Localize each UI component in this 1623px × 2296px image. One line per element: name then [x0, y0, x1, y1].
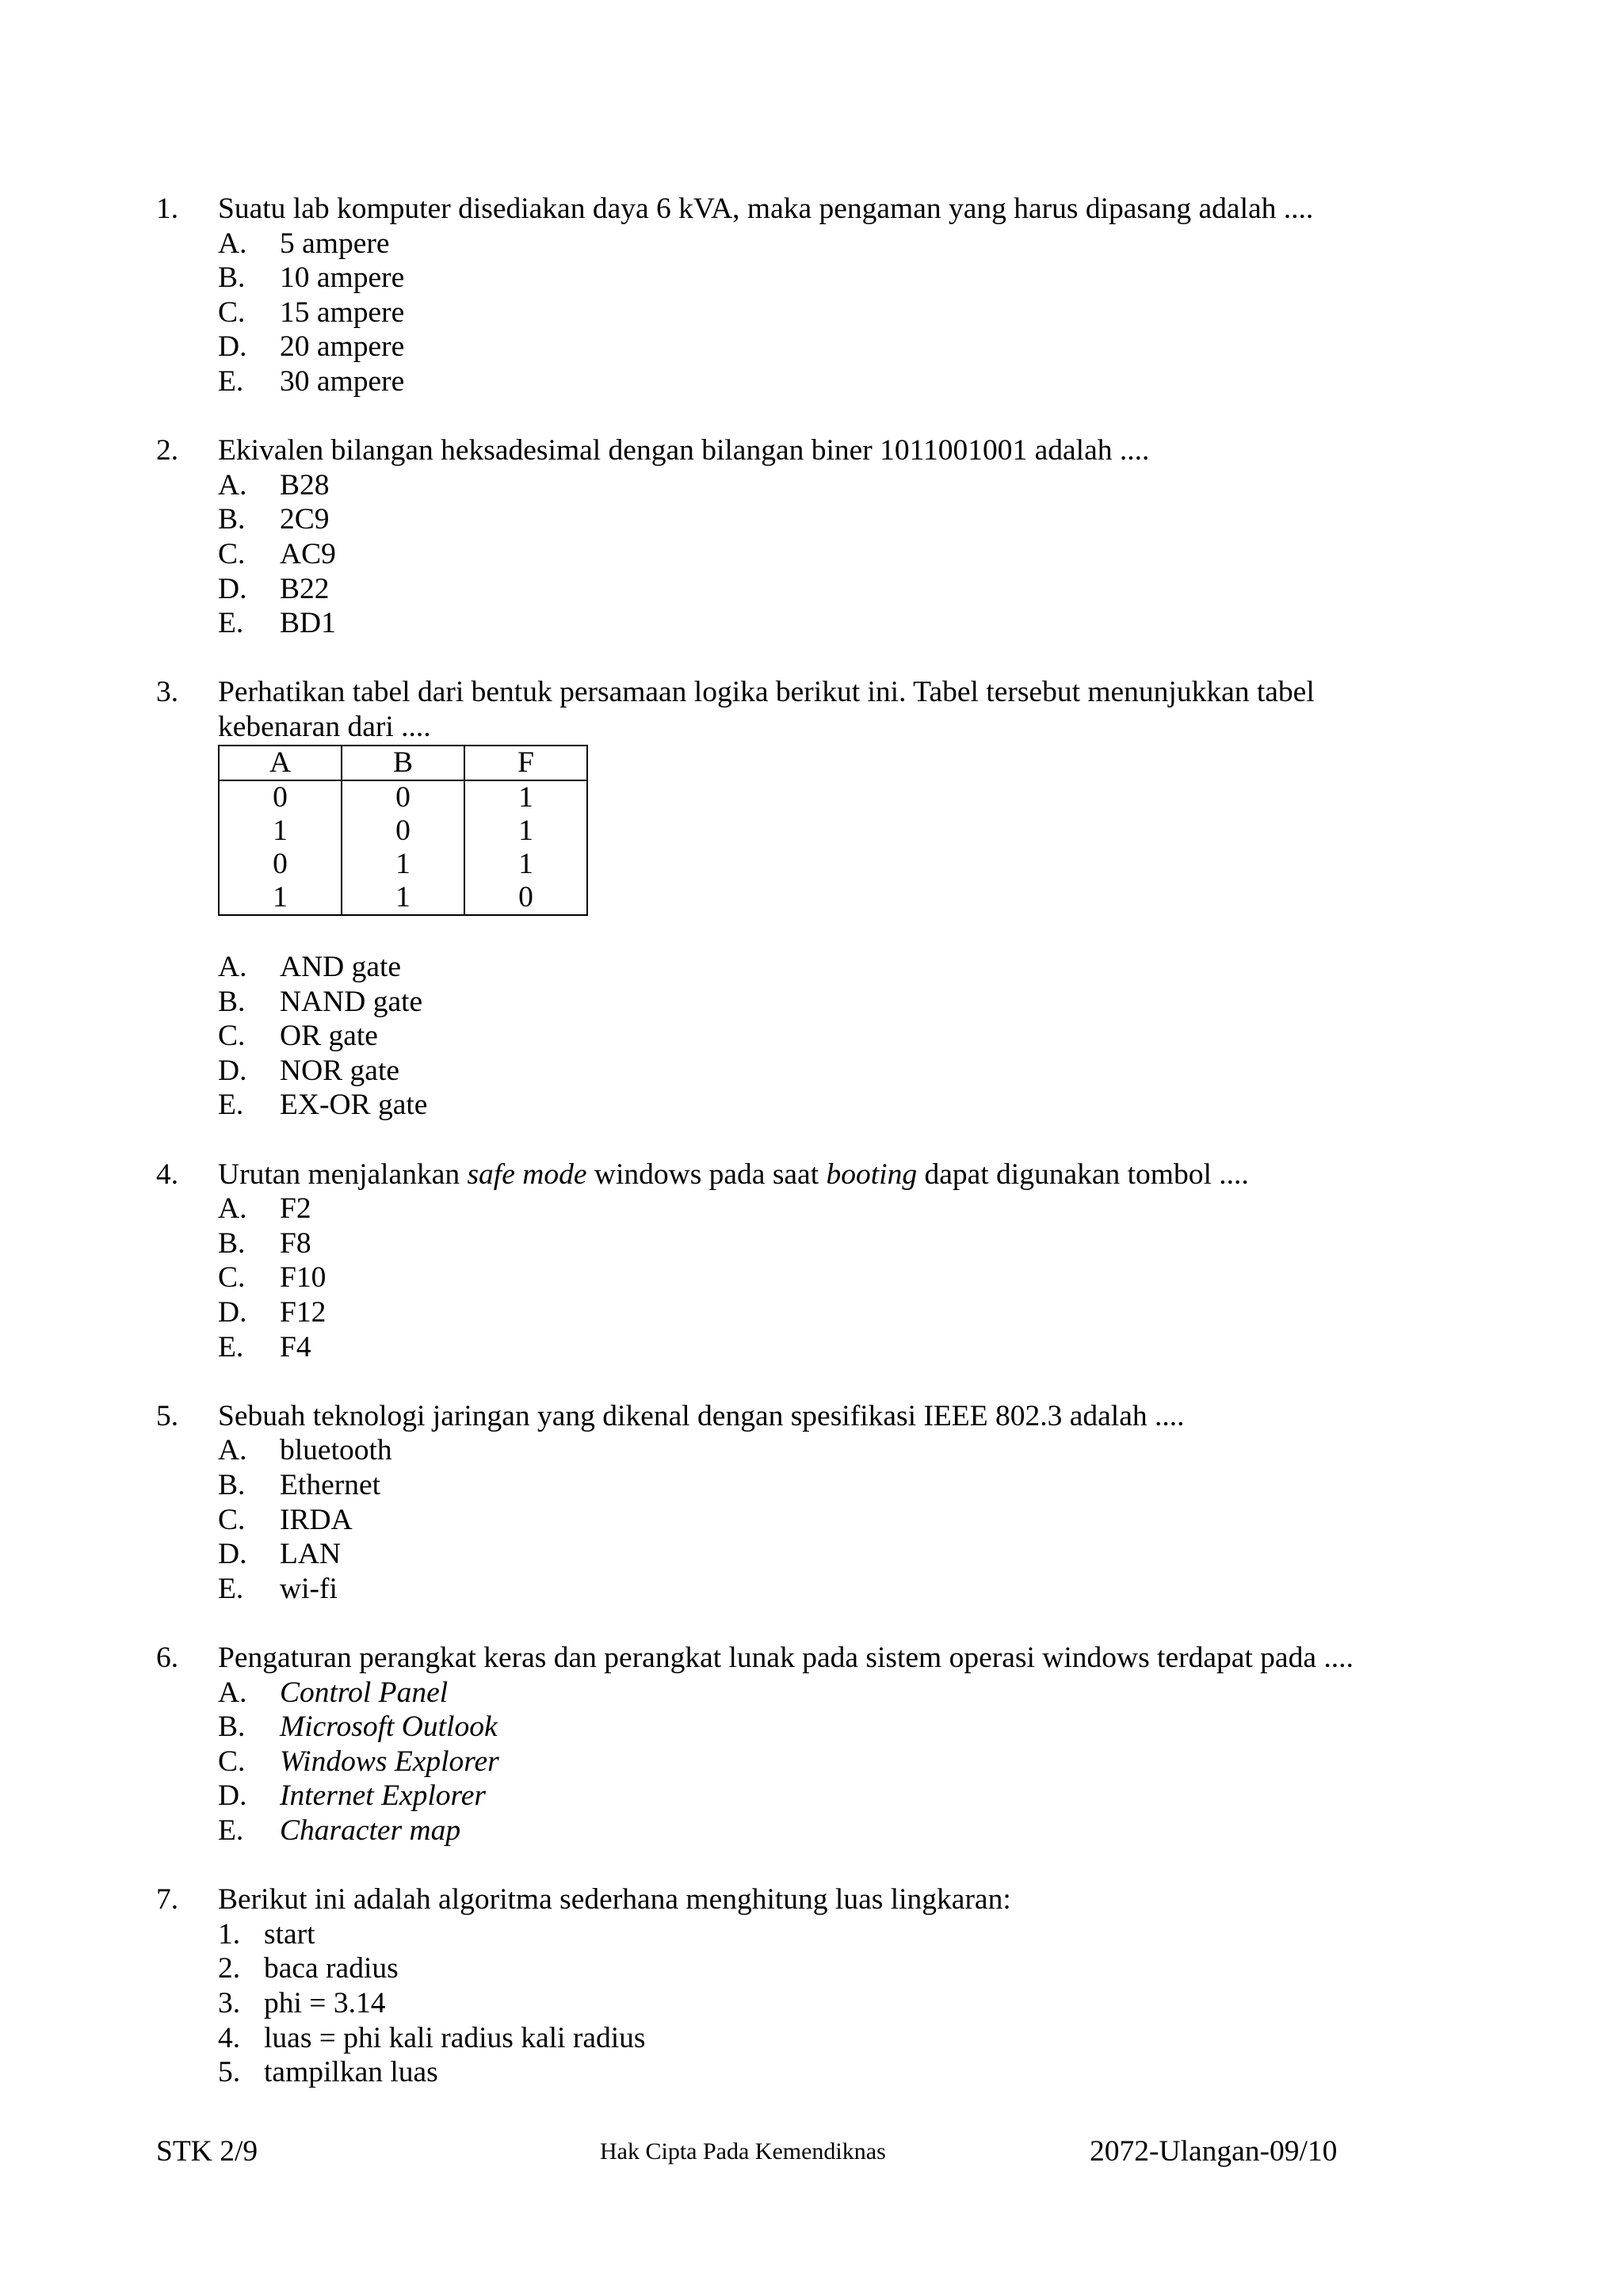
question-text: Pengaturan perangkat keras dan perangkat lunak pada sistem operasi windows terdapat pada .... [218, 1641, 1354, 1674]
column-header: F [464, 746, 587, 780]
option-b [156, 1226, 1424, 1261]
table-cell: 0 [342, 814, 464, 848]
option-letter: B. [218, 503, 246, 536]
option-a [156, 950, 1424, 985]
table-row [219, 848, 587, 881]
option-text: AC9 [280, 537, 336, 570]
step-number: 4. [218, 2021, 241, 2054]
algorithm-step [156, 2021, 1424, 2056]
option-letter: C. [218, 296, 246, 329]
question-text: Suatu lab komputer disediakan daya 6 kVA, maka pengaman yang harus dipasang adalah .... [218, 193, 1314, 225]
step-number: 1. [218, 1917, 241, 1951]
question-text: Perhatikan tabel dari bentuk persamaan logika berikut ini. Tabel tersebut menunjukkan tabel kebenaran dari .... [218, 676, 1315, 743]
option-letter: A. [218, 227, 247, 260]
option-letter: A. [218, 468, 247, 502]
option-letter: C. [218, 1745, 246, 1778]
question-3 [156, 675, 1424, 1123]
option-d [156, 1537, 1424, 1572]
table-cell: 0 [219, 780, 342, 814]
option-letter: E. [218, 364, 244, 398]
option-text: Windows Explorer [280, 1745, 499, 1778]
option-d [156, 1054, 1424, 1089]
question-text-part: dapat digunakan tombol .... [917, 1158, 1249, 1191]
option-b [156, 1468, 1424, 1503]
option-a [156, 1676, 1424, 1711]
step-number: 3. [218, 1986, 241, 2019]
table-cell: 0 [219, 848, 342, 881]
option-letter: D. [218, 1779, 247, 1813]
truth-table [218, 745, 588, 916]
option-text: IRDA [280, 1503, 353, 1536]
option-a [156, 227, 1424, 261]
algorithm-step [156, 1917, 1424, 1952]
table-cell: 1 [219, 814, 342, 848]
option-letter: D. [218, 572, 247, 605]
option-letter: B. [218, 1469, 246, 1501]
option-letter: C. [218, 1020, 246, 1053]
step-text: phi = 3.14 [264, 1986, 386, 2019]
option-text: NOR gate [280, 1054, 400, 1087]
option-letter: A. [218, 951, 247, 984]
table-row [219, 814, 587, 848]
column-header: A [219, 746, 342, 780]
question-6 [156, 1641, 1424, 1848]
question-4 [156, 1158, 1424, 1365]
question-number: 7. [156, 1883, 179, 1917]
table-row [219, 780, 587, 814]
option-e [156, 364, 1424, 399]
option-letter: D. [218, 1538, 247, 1571]
option-text: NAND gate [280, 985, 423, 1018]
option-text: OR gate [280, 1020, 378, 1053]
option-e [156, 1814, 1424, 1848]
option-text: bluetooth [280, 1434, 392, 1467]
algorithm-step [156, 2055, 1424, 2090]
question-number: 5. [156, 1399, 179, 1432]
option-e [156, 1088, 1424, 1123]
option-text: Control Panel [280, 1676, 449, 1709]
option-text: F12 [280, 1296, 327, 1329]
option-d [156, 1295, 1424, 1330]
option-letter: C. [218, 1261, 246, 1295]
option-letter: E. [218, 1089, 244, 1122]
option-text: 2C9 [280, 503, 330, 536]
option-text: BD1 [280, 607, 336, 640]
option-e [156, 1330, 1424, 1365]
question-number: 3. [156, 676, 179, 709]
step-text: start [264, 1917, 315, 1951]
option-letter: B. [218, 1226, 246, 1260]
option-letter: B. [218, 261, 246, 295]
option-c [156, 1019, 1424, 1054]
question-7 [156, 1882, 1424, 2090]
question-number: 2. [156, 434, 179, 467]
option-e [156, 606, 1424, 641]
option-text: F10 [280, 1261, 327, 1295]
question-text [218, 1158, 1424, 1192]
question-text: Berikut ini adalah algoritma sederhana menghitung luas lingkaran: [218, 1883, 1011, 1917]
step-text: tampilkan luas [264, 2056, 438, 2089]
question-text: Ekivalen bilangan heksadesimal dengan bilangan biner 1011001001 adalah .... [218, 434, 1150, 467]
option-text: 20 ampere [280, 330, 405, 364]
option-text: B28 [280, 468, 330, 502]
option-b [156, 1710, 1424, 1745]
option-letter: D. [218, 1296, 247, 1329]
option-a [156, 1192, 1424, 1226]
option-letter: A. [218, 1676, 247, 1709]
option-text: Ethernet [280, 1469, 381, 1501]
column-header: B [342, 746, 464, 780]
option-letter: E. [218, 1330, 244, 1363]
option-letter: E. [218, 1572, 244, 1605]
table-header-row [219, 746, 587, 780]
option-b [156, 261, 1424, 296]
step-text: luas = phi kali radius kali radius [264, 2021, 646, 2054]
exam-content [156, 192, 1424, 2124]
step-number: 2. [218, 1952, 241, 1985]
question-number: 6. [156, 1641, 179, 1674]
table-row [219, 881, 587, 915]
question-text: Sebuah teknologi jaringan yang dikenal dengan spesifikasi IEEE 802.3 adalah .... [218, 1399, 1185, 1432]
question-text-italic: safe mode [467, 1158, 587, 1191]
option-text: Internet Explorer [280, 1779, 486, 1813]
option-d [156, 572, 1424, 607]
step-number: 5. [218, 2056, 241, 2089]
option-a [156, 1433, 1424, 1468]
option-text: 10 ampere [280, 261, 405, 295]
option-letter: E. [218, 607, 244, 640]
question-5 [156, 1399, 1424, 1607]
option-text: B22 [280, 572, 330, 605]
option-letter: D. [218, 330, 247, 364]
option-text: Character map [280, 1814, 461, 1847]
option-b [156, 985, 1424, 1020]
page-footer [156, 2134, 1345, 2169]
table-cell: 0 [464, 881, 587, 915]
table-cell: 1 [342, 848, 464, 881]
question-2 [156, 433, 1424, 641]
question-text-italic: booting [826, 1158, 918, 1191]
option-letter: E. [218, 1814, 244, 1847]
option-c [156, 1745, 1424, 1779]
table-cell: 0 [342, 780, 464, 814]
option-text: F8 [280, 1226, 311, 1260]
option-a [156, 468, 1424, 503]
table-cell: 1 [464, 814, 587, 848]
table-cell: 1 [464, 848, 587, 881]
option-text: 5 ampere [280, 227, 390, 260]
table-cell: 1 [219, 881, 342, 915]
option-text: LAN [280, 1538, 342, 1571]
question-1 [156, 192, 1424, 399]
option-text: EX-OR gate [280, 1089, 428, 1122]
option-letter: B. [218, 1711, 246, 1744]
footer-page-code: STK 2/9 [156, 2135, 258, 2168]
option-c [156, 1261, 1424, 1295]
option-c [156, 1503, 1424, 1538]
question-number: 1. [156, 193, 179, 225]
option-text: F4 [280, 1330, 311, 1363]
option-letter: B. [218, 985, 246, 1018]
option-letter: D. [218, 1054, 247, 1087]
option-c [156, 296, 1424, 330]
question-number: 4. [156, 1158, 179, 1191]
option-letter: C. [218, 537, 246, 570]
algorithm-step [156, 1986, 1424, 2021]
option-text: F2 [280, 1192, 311, 1226]
option-letter: A. [218, 1434, 247, 1467]
option-text: 15 ampere [280, 296, 405, 329]
algorithm-step [156, 1951, 1424, 1986]
option-d [156, 330, 1424, 364]
option-letter: C. [218, 1503, 246, 1536]
option-e [156, 1572, 1424, 1607]
option-b [156, 502, 1424, 537]
step-text: baca radius [264, 1952, 399, 1985]
option-c [156, 537, 1424, 572]
option-d [156, 1779, 1424, 1814]
option-letter: A. [218, 1192, 247, 1226]
option-text: AND gate [280, 951, 402, 984]
option-text: wi-fi [280, 1572, 338, 1605]
table-cell: 1 [342, 881, 464, 915]
option-text: Microsoft Outlook [280, 1711, 498, 1744]
table-cell: 1 [464, 780, 587, 814]
footer-exam-code: 2072-Ulangan-09/10 [1090, 2135, 1338, 2168]
option-text: 30 ampere [280, 364, 405, 398]
question-text-part: windows pada saat [586, 1158, 827, 1191]
question-text-part: Urutan menjalankan [218, 1158, 468, 1191]
footer-copyright: Hak Cipta Pada Kemendiknas [600, 2138, 886, 2164]
